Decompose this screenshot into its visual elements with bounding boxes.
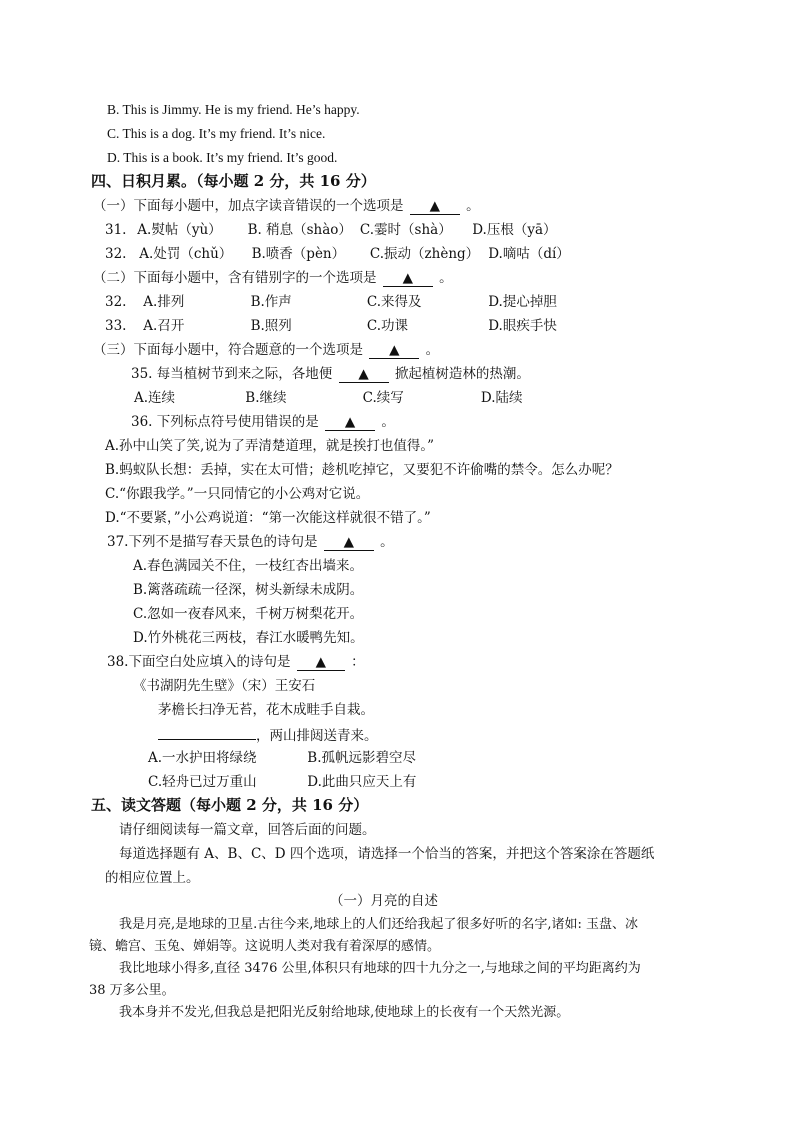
option-a: A.排列	[143, 294, 185, 310]
answer-blank: ▲	[297, 654, 345, 671]
question-35	[131, 365, 530, 383]
option-c: C.来得及	[366, 294, 422, 310]
option-d: D.眼疾手快	[488, 318, 557, 334]
instruction-1: 请仔细阅读每一篇文章，回答后面的问题。	[119, 822, 376, 838]
passage-paragraph-1-cont: 镜、蟾宫、玉兔、婵娟等。这说明人类对我有着深厚的感情。	[89, 939, 441, 954]
question-38	[107, 653, 365, 671]
question-36-text: 36. 下列标点符号使用错误的是	[131, 414, 319, 430]
option-c-english: C. This is a dog. It’s my friend. It’s nice.	[107, 126, 326, 141]
poem-fill-blank	[158, 725, 256, 740]
option-c: C.轻舟已过万重山	[148, 774, 257, 790]
option-c: C.振动（zhèng）	[369, 246, 480, 262]
answer-blank: ▲	[339, 366, 389, 383]
option-d: D.陆续	[480, 390, 523, 406]
part1-heading-end: 。	[466, 198, 480, 214]
section5-title: 五、读文答题（每小题 2 分，共 16 分）	[91, 796, 369, 814]
option-b: B. 稍息（shào）	[247, 222, 352, 238]
question-37-text-end: 。	[380, 534, 394, 550]
option-b: B.继续	[245, 390, 287, 406]
question-32b	[105, 293, 557, 311]
section4-title: 四、日积月累。（每小题 2 分，共 16 分）	[91, 172, 376, 190]
option-a: A.春色满园关不住，一枝红杏出墙来。	[133, 558, 364, 574]
option-a: A.召开	[143, 318, 185, 334]
passage-paragraph-2-cont: 38 万多公里。	[89, 983, 175, 998]
answer-blank: ▲	[324, 534, 374, 551]
option-c: C.霎时（shà）	[359, 222, 452, 238]
option-b: B.照列	[250, 318, 292, 334]
question-32a	[105, 245, 570, 263]
option-d: D.竹外桃花三两枝，春江水暖鸭先知。	[133, 630, 364, 646]
passage-paragraph-2: 我比地球小得多,直径 3476 公里,体积只有地球的四十九分之一,与地球之间的平均距离约为	[119, 961, 641, 976]
option-d: D.嘀咕（dí）	[488, 246, 570, 262]
option-c: C.功课	[366, 318, 409, 334]
option-b: B.篱落疏疏一径深，树头新绿未成阴。	[133, 582, 364, 598]
option-c: C.忽如一夜春风来，千树万树梨花开。	[133, 606, 364, 622]
option-a: A.处罚（chǔ）	[139, 246, 233, 262]
question-37-text: 37.下列不是描写春天景色的诗句是	[107, 534, 318, 550]
option-b: B.喷香（pèn）	[251, 246, 346, 262]
poem-title: 《书湖阴先生壁》（宋）王安石	[133, 678, 316, 694]
option-c: C.续写	[362, 390, 404, 406]
question-35-text-end: 掀起植树造林的热潮。	[394, 366, 530, 382]
option-b: B.蚂蚁队长想：丢掉，实在太可惜；趁机吃掉它，又要犯不许偷嘴的禁令。怎么办呢？	[105, 462, 619, 478]
answer-blank: ▲	[325, 414, 375, 431]
option-b-english: B. This is Jimmy. He is my friend. He’s happy.	[107, 102, 360, 117]
question-38-text-end: ：	[351, 654, 365, 670]
passage-paragraph-1: 我是月亮,是地球的卫星.古往今来,地球上的人们还给我起了很多好听的名字,诸如: 玉盘、冰	[119, 917, 639, 932]
option-d: D.此曲只应天上有	[307, 774, 417, 790]
part3-heading	[93, 341, 439, 359]
question-number: 33.	[105, 318, 127, 334]
question-38-text: 38.下面空白处应填入的诗句是	[107, 654, 291, 670]
question-number: 32.	[105, 294, 127, 310]
question-number: 32.	[105, 246, 127, 262]
part3-heading-text: （三）下面每小题中，符合题意的一个选项是	[93, 342, 363, 358]
answer-blank: ▲	[383, 270, 433, 287]
answer-blank: ▲	[410, 198, 460, 215]
passage-paragraph-3: 我本身并不发光,但我总是把阳光反射给地球,使地球上的长夜有一个天然光源。	[119, 1005, 570, 1020]
question-36-text-end: 。	[381, 414, 395, 430]
poem-line2	[158, 725, 378, 745]
option-d-english: D. This is a book. It’s my friend. It’s good.	[107, 150, 338, 165]
question-35-text: 35. 每当植树节到来之际，各地便	[131, 366, 333, 382]
instruction-2: 每道选择题有 A、B、C、D 四个选项，请选择一个恰当的答案，并把这个答案涂在答题纸	[119, 846, 655, 862]
instruction-2-cont: 的相应位置上。	[105, 870, 200, 886]
question-37	[107, 533, 394, 551]
option-d: D.提心掉胆	[488, 294, 557, 310]
question-33	[105, 317, 557, 335]
passage-title: （一）月亮的自述	[330, 893, 438, 909]
question-36	[131, 413, 395, 431]
option-a: A.一水护田将绿绕	[148, 750, 257, 766]
part3-heading-end: 。	[425, 342, 440, 358]
question-number: 31.	[105, 222, 127, 238]
option-d: D.压根（yā）	[472, 222, 557, 238]
part2-heading-text: （二）下面每小题中，含有错别字的一个选项是	[93, 270, 377, 286]
option-b: B.孤帆远影碧空尽	[307, 750, 417, 766]
question-38-options-row1	[148, 749, 416, 767]
question-38-options-row2	[148, 773, 416, 791]
question-31	[105, 221, 557, 239]
part1-heading	[93, 197, 480, 215]
option-a: A.熨帖（yù）	[137, 222, 222, 238]
option-d: D.“不要紧，”小公鸡说道：“第一次能这样就很不错了。”	[105, 510, 431, 526]
part1-heading-text: （一）下面每小题中，加点字读音错误的一个选项是	[93, 198, 404, 214]
option-c: C.“你跟我学。”一只同情它的小公鸡对它说。	[105, 486, 370, 502]
part2-heading	[93, 269, 453, 287]
poem-line2-text: ，两山排闼送青来。	[256, 728, 378, 744]
question-35-options	[134, 389, 523, 407]
answer-blank: ▲	[369, 342, 419, 359]
option-b: B.作声	[250, 294, 292, 310]
part2-heading-end: 。	[439, 270, 453, 286]
option-a: A.连续	[134, 390, 176, 406]
option-a: A.孙中山笑了笑,说为了弄清楚道理，就是挨打也值得。”	[105, 438, 434, 454]
poem-line1: 茅檐长扫净无苔，花木成畦手自栽。	[158, 702, 374, 718]
